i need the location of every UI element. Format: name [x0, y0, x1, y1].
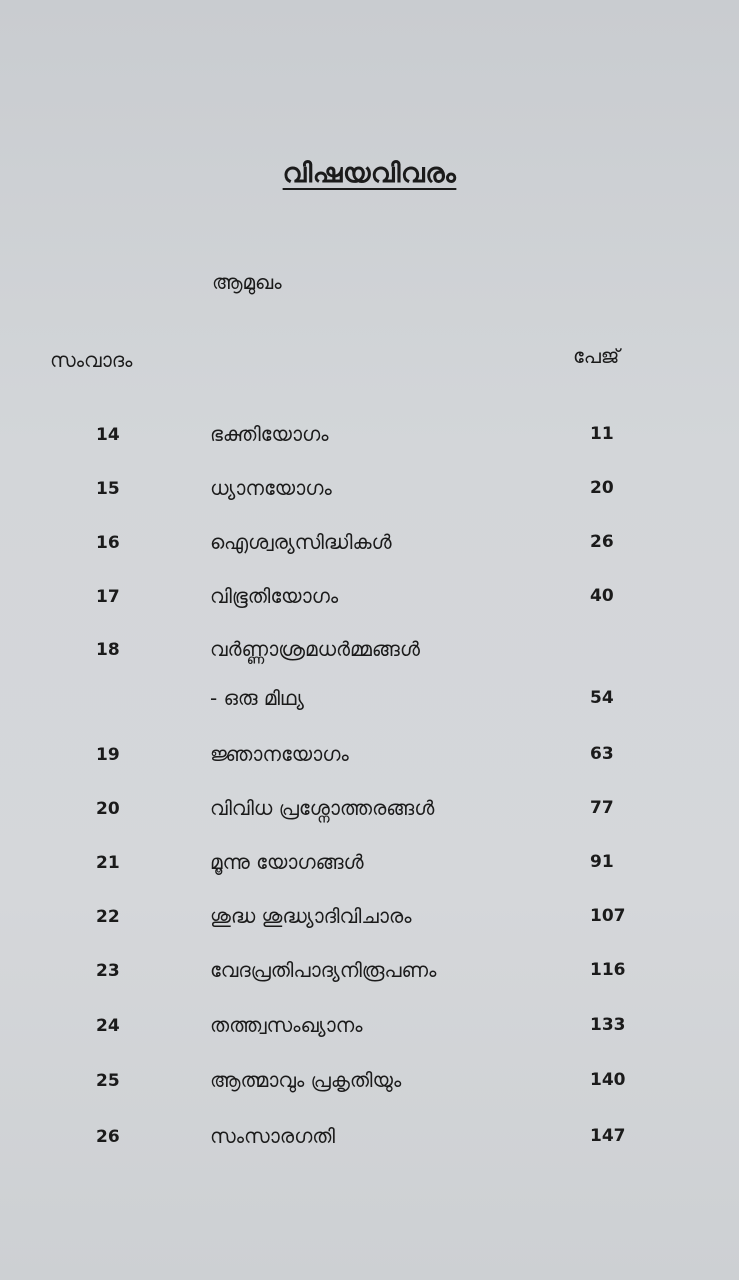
chapter-title: സംസാരഗതി — [210, 1124, 335, 1148]
page-number: 133 — [590, 1015, 626, 1035]
toc-row — [0, 1124, 739, 1154]
page-number: 116 — [590, 960, 626, 980]
page-number: 11 — [590, 424, 614, 444]
chapter-title: വേദപ്രതിപാദ്യനിരൂപണം — [210, 958, 437, 982]
page-number: 140 — [590, 1070, 626, 1090]
chapter-title: ഐശ്വര്യസിദ്ധികൾ — [210, 530, 392, 554]
toc-row — [0, 1068, 739, 1098]
chapter-title: ധ്യാനയോഗം — [210, 476, 332, 500]
toc-row — [0, 422, 739, 452]
page-column-header: പേജ് — [573, 344, 620, 368]
chapter-number: 15 — [96, 479, 120, 499]
chapter-number: 16 — [96, 533, 120, 553]
chapter-number: 18 — [96, 640, 120, 660]
toc-row — [0, 796, 739, 826]
page-number: 40 — [590, 586, 614, 606]
chapter-title: - ഒരു മിഥ്യ — [210, 686, 304, 710]
chapter-number: 22 — [96, 907, 120, 927]
chapter-title: ആത്മാവും പ്രകൃതിയും — [210, 1068, 402, 1092]
toc-row — [0, 958, 739, 988]
toc-row — [0, 904, 739, 934]
chapter-number: 21 — [96, 853, 120, 873]
page-number: 63 — [590, 744, 614, 764]
toc-row — [0, 742, 739, 772]
chapter-title: വിഭൂതിയോഗം — [210, 584, 339, 608]
toc-row — [0, 850, 739, 880]
chapter-title: ജ്ഞാനയോഗം — [210, 742, 349, 766]
toc-row — [0, 584, 739, 614]
page-number: 26 — [590, 532, 614, 552]
chapter-title: വർണ്ണാശ്രമധർമ്മങ്ങൾ — [210, 637, 420, 661]
chapter-title: വിവിധ പ്രശ്നോത്തരങ്ങൾ — [210, 796, 435, 820]
page-number: 20 — [590, 478, 614, 498]
chapter-title: ഭക്തിയോഗം — [210, 422, 329, 446]
chapter-number: 17 — [96, 587, 120, 607]
chapter-title: മൂന്നു യോഗങ്ങൾ — [210, 850, 364, 874]
page-number: 107 — [590, 906, 626, 926]
toc-row — [0, 1013, 739, 1043]
chapter-number: 26 — [96, 1127, 120, 1147]
chapter-number: 25 — [96, 1071, 120, 1091]
preface-entry: ആമുഖം — [212, 270, 282, 294]
page-number: 77 — [590, 798, 614, 818]
chapter-title: ശുദ്ധ ശുദ്ധ്യാദിവിചാരം — [210, 904, 412, 928]
page-number: 54 — [590, 688, 614, 708]
toc-row — [0, 530, 739, 560]
toc-row — [0, 686, 739, 716]
toc-row — [0, 476, 739, 506]
page-title: വിഷയവിവരം — [282, 158, 457, 189]
page-number: 147 — [590, 1126, 626, 1146]
chapter-number: 24 — [96, 1016, 120, 1036]
chapter-number: 20 — [96, 799, 120, 819]
page-number: 91 — [590, 852, 614, 872]
chapter-number: 19 — [96, 745, 120, 765]
chapter-column-header: സംവാദം — [50, 348, 133, 372]
chapter-number: 23 — [96, 961, 120, 981]
chapter-title: തത്ത്വസംഖ്യാനം — [210, 1013, 363, 1037]
toc-row — [0, 637, 739, 667]
chapter-number: 14 — [96, 425, 120, 445]
